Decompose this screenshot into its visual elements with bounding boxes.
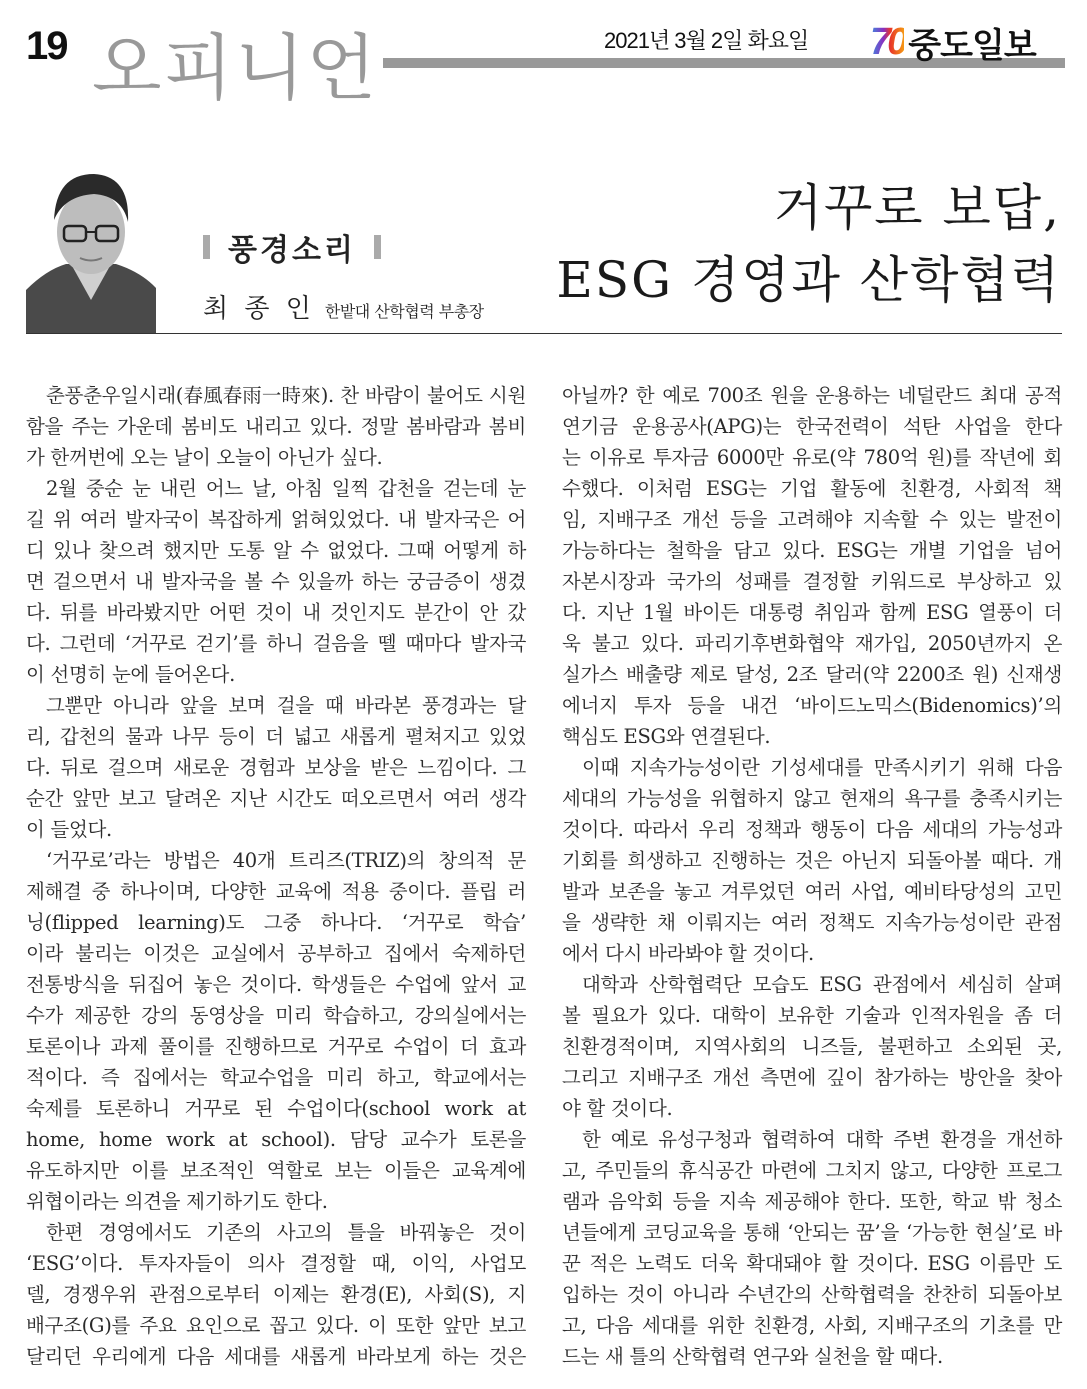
article-column-right [562,380,1062,1372]
article-line: 발과 보존을 놓고 겨루었던 여러 사업, 예비타당성의 고민 [562,880,1062,903]
article-line: 그뿐만 아니라 앞을 보며 걸을 때 바라본 풍경과는 달 [46,694,526,717]
article-line: 수했다. 이처럼 ESG는 기업 활동에 친환경, 사회적 책 [562,477,1062,500]
article-line: 볼 필요가 있다. 대학이 보유한 기술과 인적자원을 좀 더 [562,1004,1062,1027]
article-column-left [26,380,526,1372]
logo-anniversary-number: 70 [870,21,905,63]
article-line: 길 위 여러 발자국이 복잡하게 얽혀있었다. 내 발자국은 어 [26,508,526,531]
article-line: 면 걸으면서 내 발자국을 볼 수 있을까 하는 궁금증이 생겼 [26,570,526,593]
article-line: 순간 앞만 보고 달려온 지난 시간도 떠오르면서 여러 생각 [26,787,526,810]
article-line: 이때 지속가능성이란 기성세대를 만족시키기 위해 다음 [582,756,1062,779]
article-line: home, home work at school). 담당 교수가 토론을 [26,1128,526,1151]
article-line: 가능하다는 철학을 담고 있다. ESG는 개별 기업을 넘어 [562,539,1062,562]
article-line: 적이다. 즉 집에서는 학교수업을 미리 하고, 학교에서는 [26,1066,526,1089]
article-line: 고, 다음 세대를 위한 친환경, 사회, 지배구조의 기초를 만 [562,1314,1062,1337]
article-paragraph [26,1217,526,1372]
article-paragraph [562,380,1062,752]
article-line: 제해결 중 하나이며, 다양한 교육에 적용 중이다. 플립 러 [26,880,526,903]
article-line: 델, 경쟁우위 관점으로부터 이제는 환경(E), 사회(S), 지 [26,1283,526,1306]
article-line: 년들에게 코딩교육을 통해 ‘안되는 꿈’을 ‘가능한 현실’로 바 [562,1221,1062,1244]
article-line: 위협이라는 의견을 제기하기도 한다. [26,1190,328,1213]
article-line: 친환경적이며, 지역사회의 니즈들, 불편하고 소외된 곳, [562,1035,1062,1058]
article-line: 아닐까? 한 예로 700조 원을 운용하는 네덜란드 최대 공적 [562,384,1062,407]
article-line: 수가 제공한 강의 동영상을 미리 학습하고, 강의실에서는 [26,1004,526,1027]
article-line: 세대의 가능성을 위협하지 않고 현재의 욕구를 충족시키는 [562,787,1062,810]
article-line: 배구조(G)를 주요 요인으로 꼽고 있다. 이 또한 앞만 보고 [26,1314,526,1337]
article-line: 에너지 투자 등을 내건 ‘바이드노믹스(Bidenomics)’의 [562,694,1062,717]
article-line: ‘거꾸로’라는 방법은 40개 트리즈(TRIZ)의 창의적 문 [46,849,526,872]
byline [203,288,484,325]
article-line: 디 있나 찾으려 했지만 도통 알 수 없었다. 그때 어떻게 하 [26,539,526,562]
article-paragraph [562,969,1062,1124]
column-name-bar-right [374,235,381,259]
article-line: 전통방식을 뒤집어 놓은 것이다. 학생들은 수업에 앞서 교 [26,973,526,996]
article-line: 춘풍춘우일시래(春風春雨一時來). 찬 바람이 불어도 시원 [46,384,526,407]
article-line: 을 생략한 채 이뤄지는 여러 정책도 지속가능성이란 관점 [562,911,1062,934]
issue-date: 2021년 3월 2일 화요일 [604,28,809,53]
article-line: 야 할 것이다. [562,1097,673,1120]
article-line: 이 선명히 눈에 들어온다. [26,663,235,686]
page-number: 19 [26,24,67,68]
headline [556,172,1061,316]
article-line: 다. 뒤로 걸으며 새로운 경험과 보상을 받은 느낌이다. 그 [26,756,526,779]
article-paragraph [26,473,526,690]
article-line: 그리고 지배구조 개선 측면에 깊이 참가하는 방안을 찾아 [562,1066,1062,1089]
article-line: 다. 뒤를 바라봤지만 어떤 것이 내 것인지도 분간이 안 갔 [26,601,526,624]
article-paragraph [562,1124,1062,1372]
article-line: 이라 불리는 이것은 교실에서 공부하고 집에서 숙제하던 [26,942,526,965]
article-paragraph [26,845,526,1217]
article-line: 연기금 운용공사(APG)는 한국전력이 석탄 사업을 한다 [562,415,1062,438]
header-rule [26,333,1062,334]
article-line: 2월 중순 눈 내린 어느 날, 아침 일찍 갑천을 걷는데 눈 [46,477,526,500]
article-line: 기회를 희생하고 진행하는 것은 아닌지 되돌아볼 때다. 개 [562,849,1062,872]
article-line: ‘ESG’이다. 투자자들이 의사 결정할 때, 이익, 사업모 [26,1252,526,1275]
article-line: 꾼 적은 노력도 더욱 확대돼야 할 것이다. ESG 이름만 도 [562,1252,1062,1275]
article-line: 임, 지배구조 개선 등을 고려해야 지속할 수 있는 발전이 [562,508,1062,531]
article-line: 욱 불고 있다. 파리기후변화협약 재가입, 2050년까지 온 [562,632,1062,655]
article-line: 것이다. 따라서 우리 정책과 행동이 다음 세대의 가능성과 [562,818,1062,841]
article-line: 다. 그런데 ‘거꾸로 걷기’를 하니 걸음을 뗄 때마다 발자국 [26,632,526,655]
article-line: 입하는 것이 아니라 수년간의 산학협력을 찬찬히 되돌아보 [562,1283,1062,1306]
article-line: 닝(flipped learning)도 그중 하나다. ‘거꾸로 학습’ [26,911,526,934]
article-line: 토론이나 과제 풀이를 진행하므로 거꾸로 수업이 더 효과 [26,1035,526,1058]
article-line: 실가스 배출량 제로 달성, 2조 달러(약 2200조 원) 신재생 [562,663,1062,686]
article-line: 대학과 산학협력단 모습도 ESG 관점에서 세심히 살펴 [582,973,1062,996]
column-name [203,225,381,269]
article-line: 유도하지만 이를 보조적인 역할로 보는 이들은 교육계에 [26,1159,526,1182]
column-name-text: 풍경소리 [228,233,356,268]
article-line: 한 예로 유성구청과 협력하여 대학 주변 환경을 개선하 [582,1128,1062,1151]
article-line: 달리던 우리에게 다음 세대를 새롭게 바라보게 하는 것은 [26,1345,526,1368]
article-line: 숙제를 토론하니 거꾸로 된 수업이다(school work at [26,1097,526,1120]
headline-line-2: ESG 경영과 산학협력 [556,251,1061,309]
article-line: 리, 갑천의 물과 나무 등이 더 넓고 새롭게 펼쳐지고 있었 [26,725,526,748]
author-name: 최 종 인 [203,294,315,324]
article-line: 이 들었다. [26,818,112,841]
article-line: 고, 주민들의 휴식공간 마련에 그치지 않고, 다양한 프로그 [562,1159,1062,1182]
article-line: 는 이유로 투자금 6000만 유로(약 780억 원)를 작년에 회 [562,446,1062,469]
article-line: 한편 경영에서도 기존의 사고의 틀을 바꿔놓은 것이 [46,1221,526,1244]
headline-line-1: 거꾸로 보답, [773,179,1061,237]
article-line: 가 한꺼번에 오는 날이 오늘이 아닌가 싶다. [26,446,383,469]
article-line: 자본시장과 국가의 성패를 결정할 키워드로 부상하고 있 [562,570,1062,593]
author-photo [26,160,156,334]
section-title: 오피니언 [92,26,379,110]
article-line: 에서 다시 바라봐야 할 것이다. [562,942,814,965]
article-line: 램과 음악회 등을 지속 제공해야 한다. 또한, 학교 밖 청소 [562,1190,1062,1213]
article-line: 드는 새 틀의 산학협력 연구와 실천을 할 때다. [562,1345,943,1368]
column-name-bar-left [203,235,210,259]
article-paragraph [562,752,1062,969]
logo-name: 중도일보 [908,26,1036,66]
article-line: 함을 주는 가운데 봄비도 내리고 있다. 정말 봄바람과 봄비 [26,415,526,438]
article-paragraph [26,690,526,845]
newspaper-logo [870,18,1036,67]
article-line: 다. 지난 1월 바이든 대통령 취임과 함께 ESG 열풍이 더 [562,601,1062,624]
author-affiliation: 한밭대 산학협력 부총장 [324,302,484,321]
article-line: 핵심도 ESG와 연결된다. [562,725,771,748]
article-paragraph [26,380,526,473]
